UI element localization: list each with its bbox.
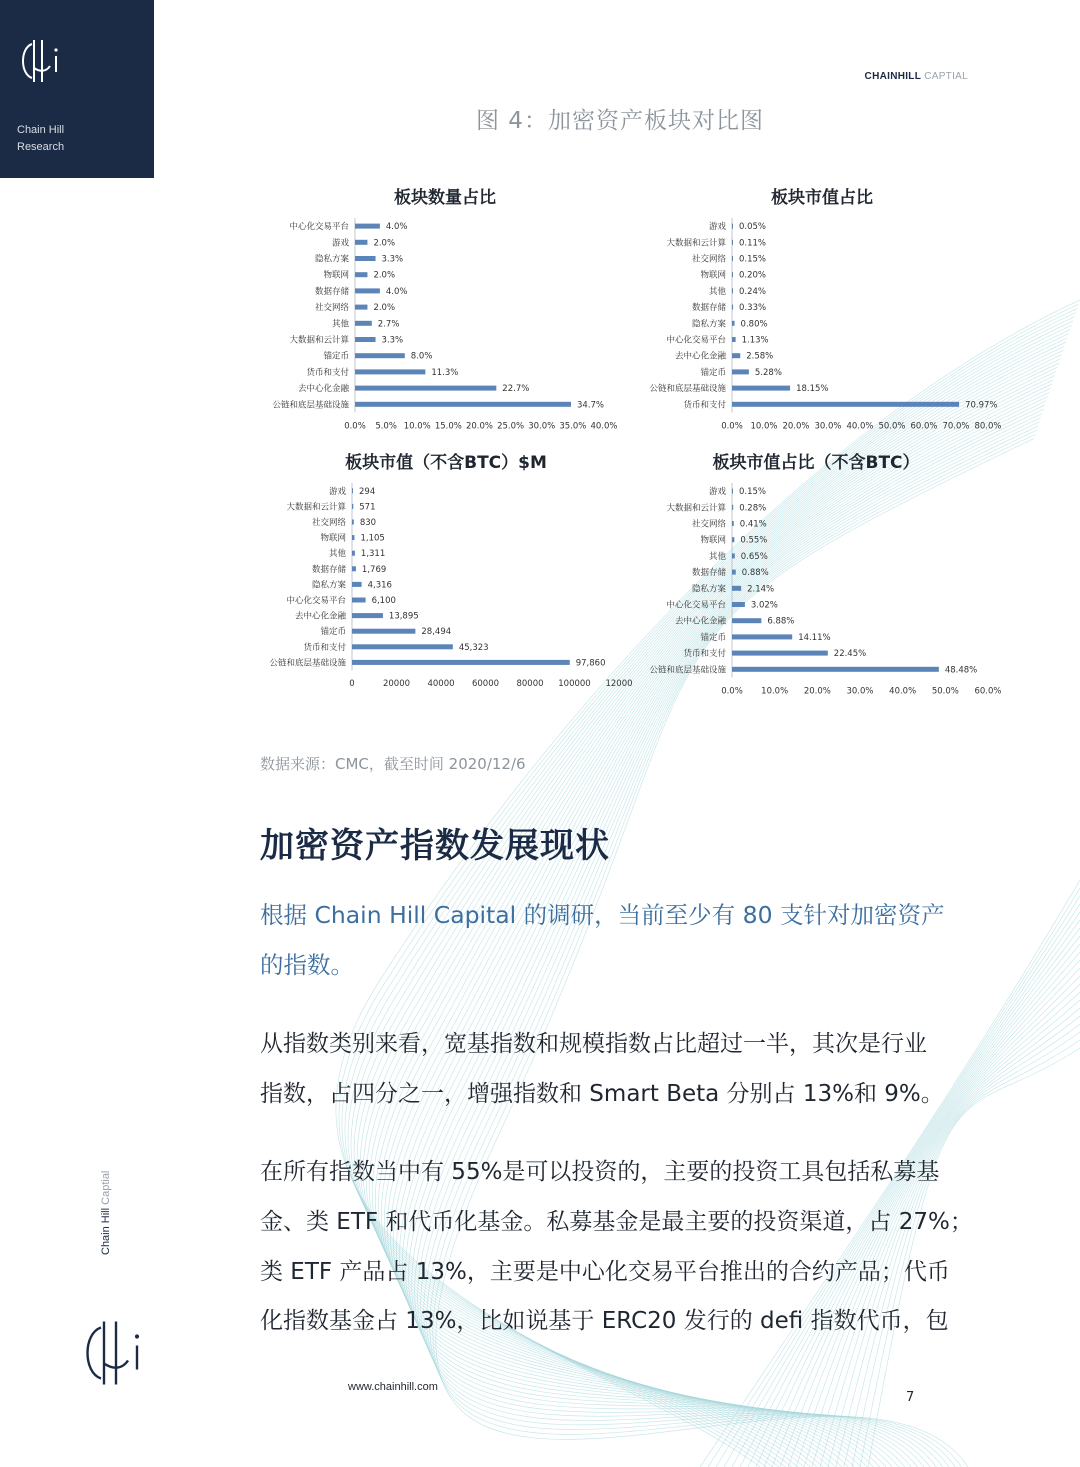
bar <box>352 613 383 618</box>
value-label: 0.05% <box>739 222 767 233</box>
tick-label: 40.0% <box>590 421 618 432</box>
value-label: 34.7% <box>577 400 605 411</box>
tick-label: 10.0% <box>761 686 789 697</box>
value-label: 0.80% <box>740 319 768 330</box>
category-label: 大数据和云计算 <box>666 503 726 514</box>
category-label: 货币和支付 <box>683 400 726 411</box>
bar <box>352 566 356 571</box>
bar <box>732 240 733 245</box>
category-label: 其他 <box>708 286 726 297</box>
page-number: 7 <box>906 1390 915 1405</box>
chart-title: 板块数量占比 <box>394 188 496 208</box>
tick-label: 60.0% <box>910 421 938 432</box>
chart-sector-marketcap-ex-btc <box>250 447 650 699</box>
bar <box>732 570 736 575</box>
brand-logo-box <box>0 0 154 178</box>
value-label: 2.14% <box>747 584 775 595</box>
value-label: 2.0% <box>373 270 396 281</box>
value-label: 0.65% <box>740 551 768 562</box>
bar <box>732 537 734 542</box>
value-label: 0.24% <box>739 286 767 297</box>
bar <box>352 582 362 587</box>
paragraph1-line-2: 指数，占四分之一，增强指数和 Smart Beta 分别占 13%和 9%。 <box>260 1081 944 1107</box>
bar <box>732 402 959 407</box>
bar <box>352 644 453 649</box>
category-label: 去中心化金融 <box>674 616 726 627</box>
tick-label: 0 <box>349 679 355 690</box>
category-label: 锚定币 <box>323 351 349 362</box>
category-label: 物联网 <box>700 270 726 281</box>
source-note: 数据来源：CMC，截至时间 2020/12/6 <box>260 755 526 773</box>
tick-label: 20000 <box>382 679 411 690</box>
bar <box>355 386 496 391</box>
tick-label: 20.0% <box>465 421 494 432</box>
value-label: 571 <box>359 502 376 513</box>
website-url: www.chainhill.com <box>348 1381 438 1393</box>
tick-label: 40000 <box>427 679 455 690</box>
tick-label: 20.0% <box>782 421 810 432</box>
bar <box>355 402 571 407</box>
chart-title: 板块市值占比 <box>771 188 873 208</box>
tick-label: 30.0% <box>814 421 842 432</box>
bar <box>355 369 425 374</box>
category-label: 去中心化金融 <box>294 611 346 622</box>
tick-label: 50.0% <box>878 421 906 432</box>
intro-line-1: 根据 Chain Hill Capital 的调研，当前至少有 80 支针对加密资产 <box>260 901 945 929</box>
tick-label: 70.0% <box>942 421 970 432</box>
bar <box>732 586 741 591</box>
bar <box>352 520 354 525</box>
bar <box>732 224 733 229</box>
bar <box>732 651 828 656</box>
value-label: 2.0% <box>373 303 396 314</box>
chart-sector-count-share <box>250 182 650 440</box>
category-label: 去中心化金融 <box>674 351 726 362</box>
value-label: 0.28% <box>739 503 767 514</box>
tick-label: 25.0% <box>497 421 525 432</box>
category-label: 物联网 <box>323 270 349 281</box>
value-label: 97,860 <box>575 658 606 669</box>
bar <box>732 505 733 510</box>
category-label: 中心化交易平台 <box>666 600 726 611</box>
category-label: 公链和底层基础设施 <box>649 665 726 676</box>
value-label: 1,105 <box>360 533 385 544</box>
paragraph2-line-4: 化指数基金占 13%，比如说基于 ERC20 发行的 defi 指数代币，包 <box>260 1308 949 1334</box>
bar <box>732 602 745 607</box>
bar <box>352 535 354 540</box>
value-label: 0.15% <box>739 487 767 498</box>
value-label: 5.28% <box>754 367 782 378</box>
value-label: 2.58% <box>746 351 774 362</box>
bar <box>732 256 733 261</box>
category-label: 数据存储 <box>691 568 726 579</box>
tick-label: 35.0% <box>559 421 587 432</box>
chart-sector-marketcap-share-ex-btc <box>630 447 1030 705</box>
bar <box>732 521 734 526</box>
tick-label: 5.0% <box>375 421 397 432</box>
value-label: 1.13% <box>741 335 769 346</box>
bar <box>732 305 733 310</box>
bar <box>355 224 380 229</box>
header-logo-bold: CHAINHILL <box>864 71 922 82</box>
bar <box>732 618 761 623</box>
category-label: 数据存储 <box>691 303 726 314</box>
category-label: 游戏 <box>708 222 726 233</box>
tick-label: 0.0% <box>344 421 366 432</box>
category-label: 其他 <box>328 549 346 560</box>
value-label: 0.33% <box>739 303 767 314</box>
tick-label: 10.0% <box>750 421 778 432</box>
value-label: 0.41% <box>739 519 767 530</box>
value-label: 22.7% <box>502 384 530 395</box>
side-brand-b: Captial <box>100 1170 112 1208</box>
side-vertical-brand <box>100 1171 112 1255</box>
bar <box>355 305 367 310</box>
category-label: 锚定币 <box>320 627 346 638</box>
category-label: 社交网络 <box>311 518 346 528</box>
section-heading: 加密资产指数发展现状 <box>260 826 610 866</box>
category-label: 隐私方案 <box>314 254 349 265</box>
bar <box>732 321 735 326</box>
bar <box>732 272 733 277</box>
tick-label: 60000 <box>471 679 500 690</box>
category-label: 去中心化金融 <box>297 384 349 395</box>
value-label: 48.48% <box>944 665 978 676</box>
paragraph2-line-3: 类 ETF 产品占 13%，主要是中心化交易平台推出的合约产品；代币 <box>260 1259 950 1285</box>
value-label: 6,100 <box>371 596 396 606</box>
chart-title: 板块市值占比（不含BTC） <box>712 453 920 473</box>
value-label: 0.20% <box>739 270 767 281</box>
bar <box>352 660 570 665</box>
tick-label: 80.0% <box>974 421 1002 432</box>
value-label: 3.02% <box>750 600 778 611</box>
category-label: 中心化交易平台 <box>286 596 346 606</box>
value-label: 1,311 <box>360 549 386 560</box>
bar <box>732 489 733 494</box>
bottom-chainhill-logo-icon <box>80 1318 146 1388</box>
tick-label: 20.0% <box>803 686 831 697</box>
value-label: 1,769 <box>361 564 387 575</box>
tick-label: 100000 <box>558 679 591 690</box>
value-label: 6.88% <box>767 616 795 627</box>
bar <box>732 353 740 358</box>
tick-label: 40.0% <box>846 421 874 432</box>
value-label: 28,494 <box>421 627 452 638</box>
category-label: 锚定币 <box>700 367 726 378</box>
category-label: 隐私方案 <box>691 319 726 330</box>
tick-label: 60.0% <box>974 686 1002 697</box>
value-label: 4.0% <box>385 286 408 297</box>
value-label: 2.7% <box>377 319 400 330</box>
category-label: 货币和支付 <box>306 367 349 378</box>
value-label: 3.3% <box>381 254 404 265</box>
value-label: 18.15% <box>796 384 829 395</box>
bar <box>732 288 733 293</box>
value-label: 0.15% <box>739 254 767 265</box>
category-label: 游戏 <box>328 486 346 497</box>
value-label: 4,316 <box>367 580 392 591</box>
value-label: 22.45% <box>833 649 867 660</box>
value-label: 14.11% <box>798 632 831 643</box>
bar <box>355 353 405 358</box>
category-label: 大数据和云计算 <box>286 502 346 513</box>
category-label: 中心化交易平台 <box>289 222 349 233</box>
value-label: 294 <box>359 486 376 497</box>
bar <box>352 488 353 493</box>
value-label: 13,895 <box>388 611 419 622</box>
category-label: 公链和底层基础设施 <box>269 658 346 669</box>
bar <box>732 667 939 672</box>
value-label: 0.55% <box>740 535 768 546</box>
tick-label: 15.0% <box>434 421 462 432</box>
bar <box>355 272 367 277</box>
header-logo-text <box>865 71 968 82</box>
category-label: 隐私方案 <box>311 580 346 591</box>
tick-label: 0.0% <box>721 686 743 697</box>
category-label: 社交网络 <box>691 519 726 530</box>
category-label: 其他 <box>708 551 726 562</box>
paragraph2-line-1: 在所有指数当中有 55%是可以投资的，主要的投资工具包括私募基 <box>260 1159 940 1185</box>
category-label: 游戏 <box>331 238 349 249</box>
bar <box>355 256 376 261</box>
category-label: 数据存储 <box>311 564 346 575</box>
category-label: 物联网 <box>320 533 346 544</box>
tick-label: 10.0% <box>403 421 431 432</box>
category-label: 物联网 <box>700 535 726 546</box>
tick-label: 40.0% <box>889 686 917 697</box>
paragraph2-line-2: 金、类 ETF 和代币化基金。私募基金是最主要的投资渠道，占 27%； <box>260 1209 973 1235</box>
tick-label: 50.0% <box>931 686 959 697</box>
value-label: 2.0% <box>373 238 396 249</box>
bar <box>355 321 372 326</box>
bar <box>355 337 376 342</box>
category-label: 数据存储 <box>314 286 349 297</box>
category-label: 其他 <box>331 319 349 330</box>
bar <box>732 337 736 342</box>
value-label: 4.0% <box>385 222 408 233</box>
figure-title: 图 4：加密资产板块对比图 <box>476 108 764 134</box>
side-brand-a: Chain Hill <box>100 1207 112 1255</box>
category-label: 隐私方案 <box>691 584 726 595</box>
category-label: 公链和底层基础设施 <box>649 384 726 395</box>
bar <box>355 288 380 293</box>
tick-label: 30.0% <box>528 421 556 432</box>
bar <box>732 634 792 639</box>
category-label: 大数据和云计算 <box>289 335 349 346</box>
category-label: 货币和支付 <box>303 642 346 653</box>
tick-label: 30.0% <box>846 686 874 697</box>
category-label: 锚定币 <box>700 632 726 643</box>
brand-line-2: Research <box>17 141 65 153</box>
value-label: 0.11% <box>739 238 767 249</box>
intro-line-2: 的指数。 <box>260 951 354 979</box>
category-label: 大数据和云计算 <box>666 238 726 249</box>
tick-label: 12000 <box>605 679 633 690</box>
category-label: 社交网络 <box>314 303 349 314</box>
brand-line-1: Chain Hill <box>17 124 65 136</box>
bar <box>355 240 367 245</box>
bar <box>352 598 366 603</box>
value-label: 830 <box>359 518 377 528</box>
category-label: 货币和支付 <box>683 649 726 660</box>
bar <box>352 504 353 509</box>
header-logo-light: CAPTIAL <box>921 71 968 82</box>
value-label: 11.3% <box>431 367 459 378</box>
bar <box>352 629 415 634</box>
value-label: 0.88% <box>741 568 769 579</box>
value-label: 70.97% <box>965 400 998 411</box>
chainhill-logo-icon <box>18 38 62 84</box>
value-label: 8.0% <box>410 351 433 362</box>
paragraph1-line-1: 从指数类别来看，宽基指数和规模指数占比超过一半，其次是行业 <box>260 1031 927 1057</box>
chart-sector-marketcap-share <box>630 182 1030 440</box>
bar <box>732 386 790 391</box>
bar <box>732 553 735 558</box>
category-label: 中心化交易平台 <box>666 335 726 346</box>
bar <box>732 369 749 374</box>
category-label: 游戏 <box>708 487 726 498</box>
bar <box>352 551 355 556</box>
tick-label: 80000 <box>516 679 544 690</box>
value-label: 45,323 <box>458 642 489 653</box>
category-label: 社交网络 <box>691 254 726 265</box>
value-label: 3.3% <box>381 335 404 346</box>
tick-label: 0.0% <box>721 421 743 432</box>
chart-title: 板块市值（不含BTC）$M <box>345 453 547 473</box>
category-label: 公链和底层基础设施 <box>272 400 349 411</box>
